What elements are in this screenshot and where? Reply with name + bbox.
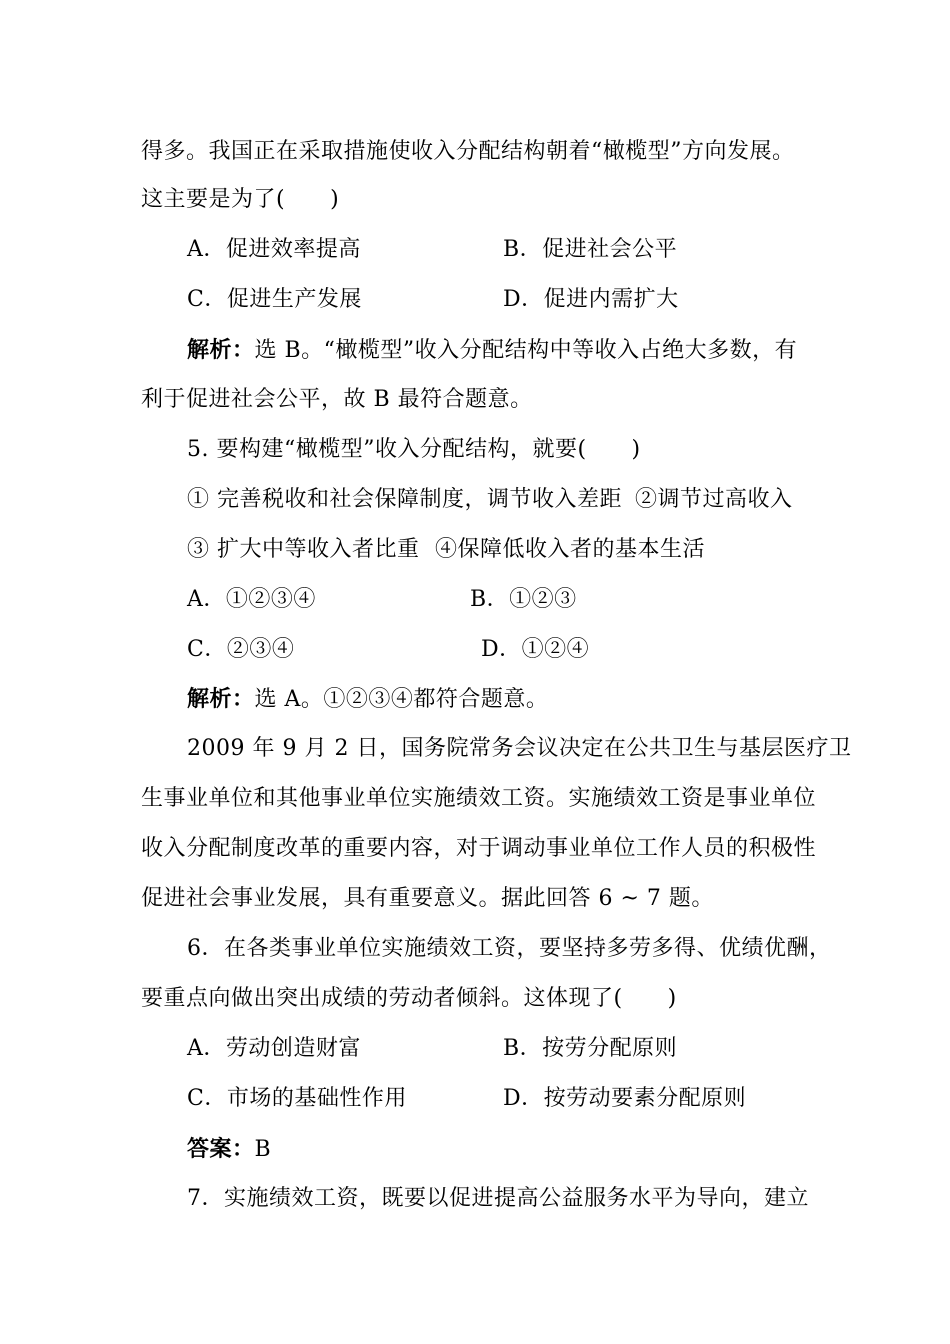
option-d: D．①②④: [481, 637, 590, 662]
text-line: 利于促进社会公平，故 B 最符合题意。: [141, 387, 533, 412]
material-line: 生事业单位和其他事业单位实施绩效工资。实施绩效工资是事业单位: [141, 786, 817, 811]
option-d: D．促进内需扩大: [503, 287, 679, 312]
option-c: C．②③④: [187, 637, 295, 662]
statement-line: ① 完善税收和社会保障制度，调节收入差距: [187, 487, 622, 512]
statement-line: ②调节过高收入: [635, 487, 793, 512]
material-line: 促进社会事业发展，具有重要意义。据此回答 6 ~ 7 题。: [141, 886, 714, 911]
material-line: 收入分配制度改革的重要内容，对于调动事业单位工作人员的积极性: [141, 836, 817, 861]
option-c: C．促进生产发展: [187, 287, 362, 312]
analysis-line: [187, 335, 797, 366]
answer-text: B: [254, 1137, 272, 1162]
option-a: A．①②③④: [187, 587, 316, 612]
text-line: 得多。我国正在采取措施使收入分配结构朝着“橄榄型”方向发展。: [141, 139, 795, 164]
option-a: A．劳动创造财富: [187, 1036, 361, 1061]
statement-line: ③ 扩大中等收入者比重: [187, 537, 420, 562]
material-line: 2009 年 9 月 2 日，国务院常务会议决定在公共卫生与基层医疗卫: [187, 736, 852, 761]
option-b: B．促进社会公平: [503, 237, 678, 262]
statement-line: ④保障低收入者的基本生活: [435, 537, 706, 562]
answer-label: 答案：: [187, 1136, 255, 1162]
analysis-line: [187, 684, 548, 715]
question-6: 6．在各类事业单位实施绩效工资，要坚持多劳多得、优绩优酬，: [187, 936, 832, 961]
question-5: 5. 要构建“橄榄型”收入分配结构，就要( ): [187, 437, 641, 462]
analysis-text: 选 B。“橄榄型”收入分配结构中等收入占绝大多数，有: [254, 338, 798, 363]
analysis-label: 解析：: [187, 337, 255, 363]
analysis-label: 解析：: [187, 686, 255, 712]
text-line: 这主要是为了( ): [141, 187, 340, 212]
option-a: A．促进效率提高: [187, 237, 361, 262]
question-7: 7．实施绩效工资，既要以促进提高公益服务水平为导向，建立: [187, 1186, 809, 1211]
option-b: B．①②③: [470, 587, 577, 612]
option-c: C．市场的基础性作用: [187, 1086, 407, 1111]
option-d: D．按劳动要素分配原则: [503, 1086, 747, 1111]
answer-line: [187, 1134, 271, 1165]
text-line: 要重点向做出突出成绩的劳动者倾斜。这体现了( ): [141, 986, 677, 1011]
analysis-text: 选 A。①②③④都符合题意。: [254, 687, 549, 712]
option-b: B．按劳分配原则: [503, 1036, 678, 1061]
